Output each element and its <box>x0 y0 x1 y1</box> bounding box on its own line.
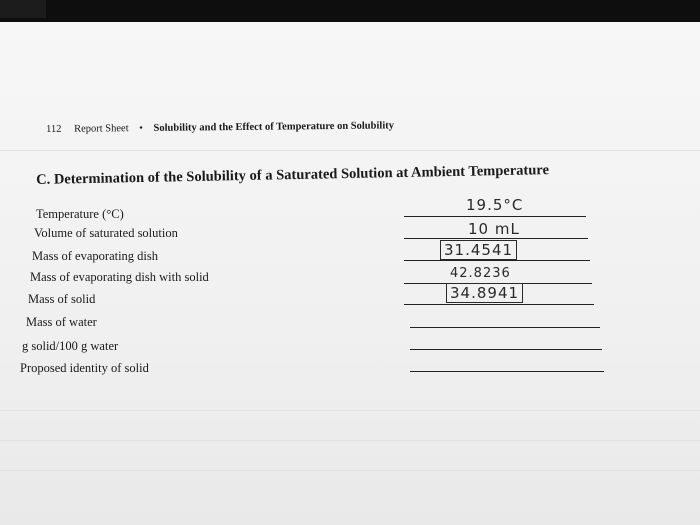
answer-dish-mass-value: 31.4541 <box>440 240 517 260</box>
header-title: Solubility and the Effect of Temperature on Solubility <box>153 120 395 134</box>
row-label-volume: Volume of saturated solution <box>34 226 178 240</box>
report-sheet-label: Report Sheet <box>73 123 129 135</box>
answer-line-temperature <box>404 216 586 217</box>
row-label-temperature: Temperature (°C) <box>36 207 124 221</box>
answer-line-identity <box>410 371 604 372</box>
answer-line-g-per-100g <box>410 349 602 350</box>
answer-temperature: 19.5°C <box>466 196 524 214</box>
row-label-identity: Proposed identity of solid <box>20 361 149 375</box>
section-title: C. Determination of the Solubility of a Saturated Solution at Ambient Temperature <box>36 162 550 188</box>
answer-dish-with-solid: 42.8236 <box>450 266 511 281</box>
answer-line-mass-solid <box>404 304 594 305</box>
answer-line-volume <box>404 238 588 239</box>
row-label-mass-water: Mass of water <box>26 315 97 329</box>
answer-dish-mass <box>440 241 517 259</box>
row-label-dish-mass: Mass of evaporating dish <box>32 249 159 263</box>
answer-line-mass-water <box>410 327 600 328</box>
answer-mass-solid <box>446 284 523 302</box>
row-label-dish-with-solid: Mass of evaporating dish with solid <box>30 270 209 284</box>
answer-line-dish-mass <box>404 260 590 261</box>
row-label-mass-solid: Mass of solid <box>28 292 96 306</box>
page-number: 112 <box>46 123 62 135</box>
answer-volume: 10 mL <box>468 220 520 238</box>
header-bullet: • <box>139 122 143 135</box>
row-label-g-per-100g: g solid/100 g water <box>22 339 119 353</box>
answer-mass-solid-value: 34.8941 <box>446 283 523 303</box>
